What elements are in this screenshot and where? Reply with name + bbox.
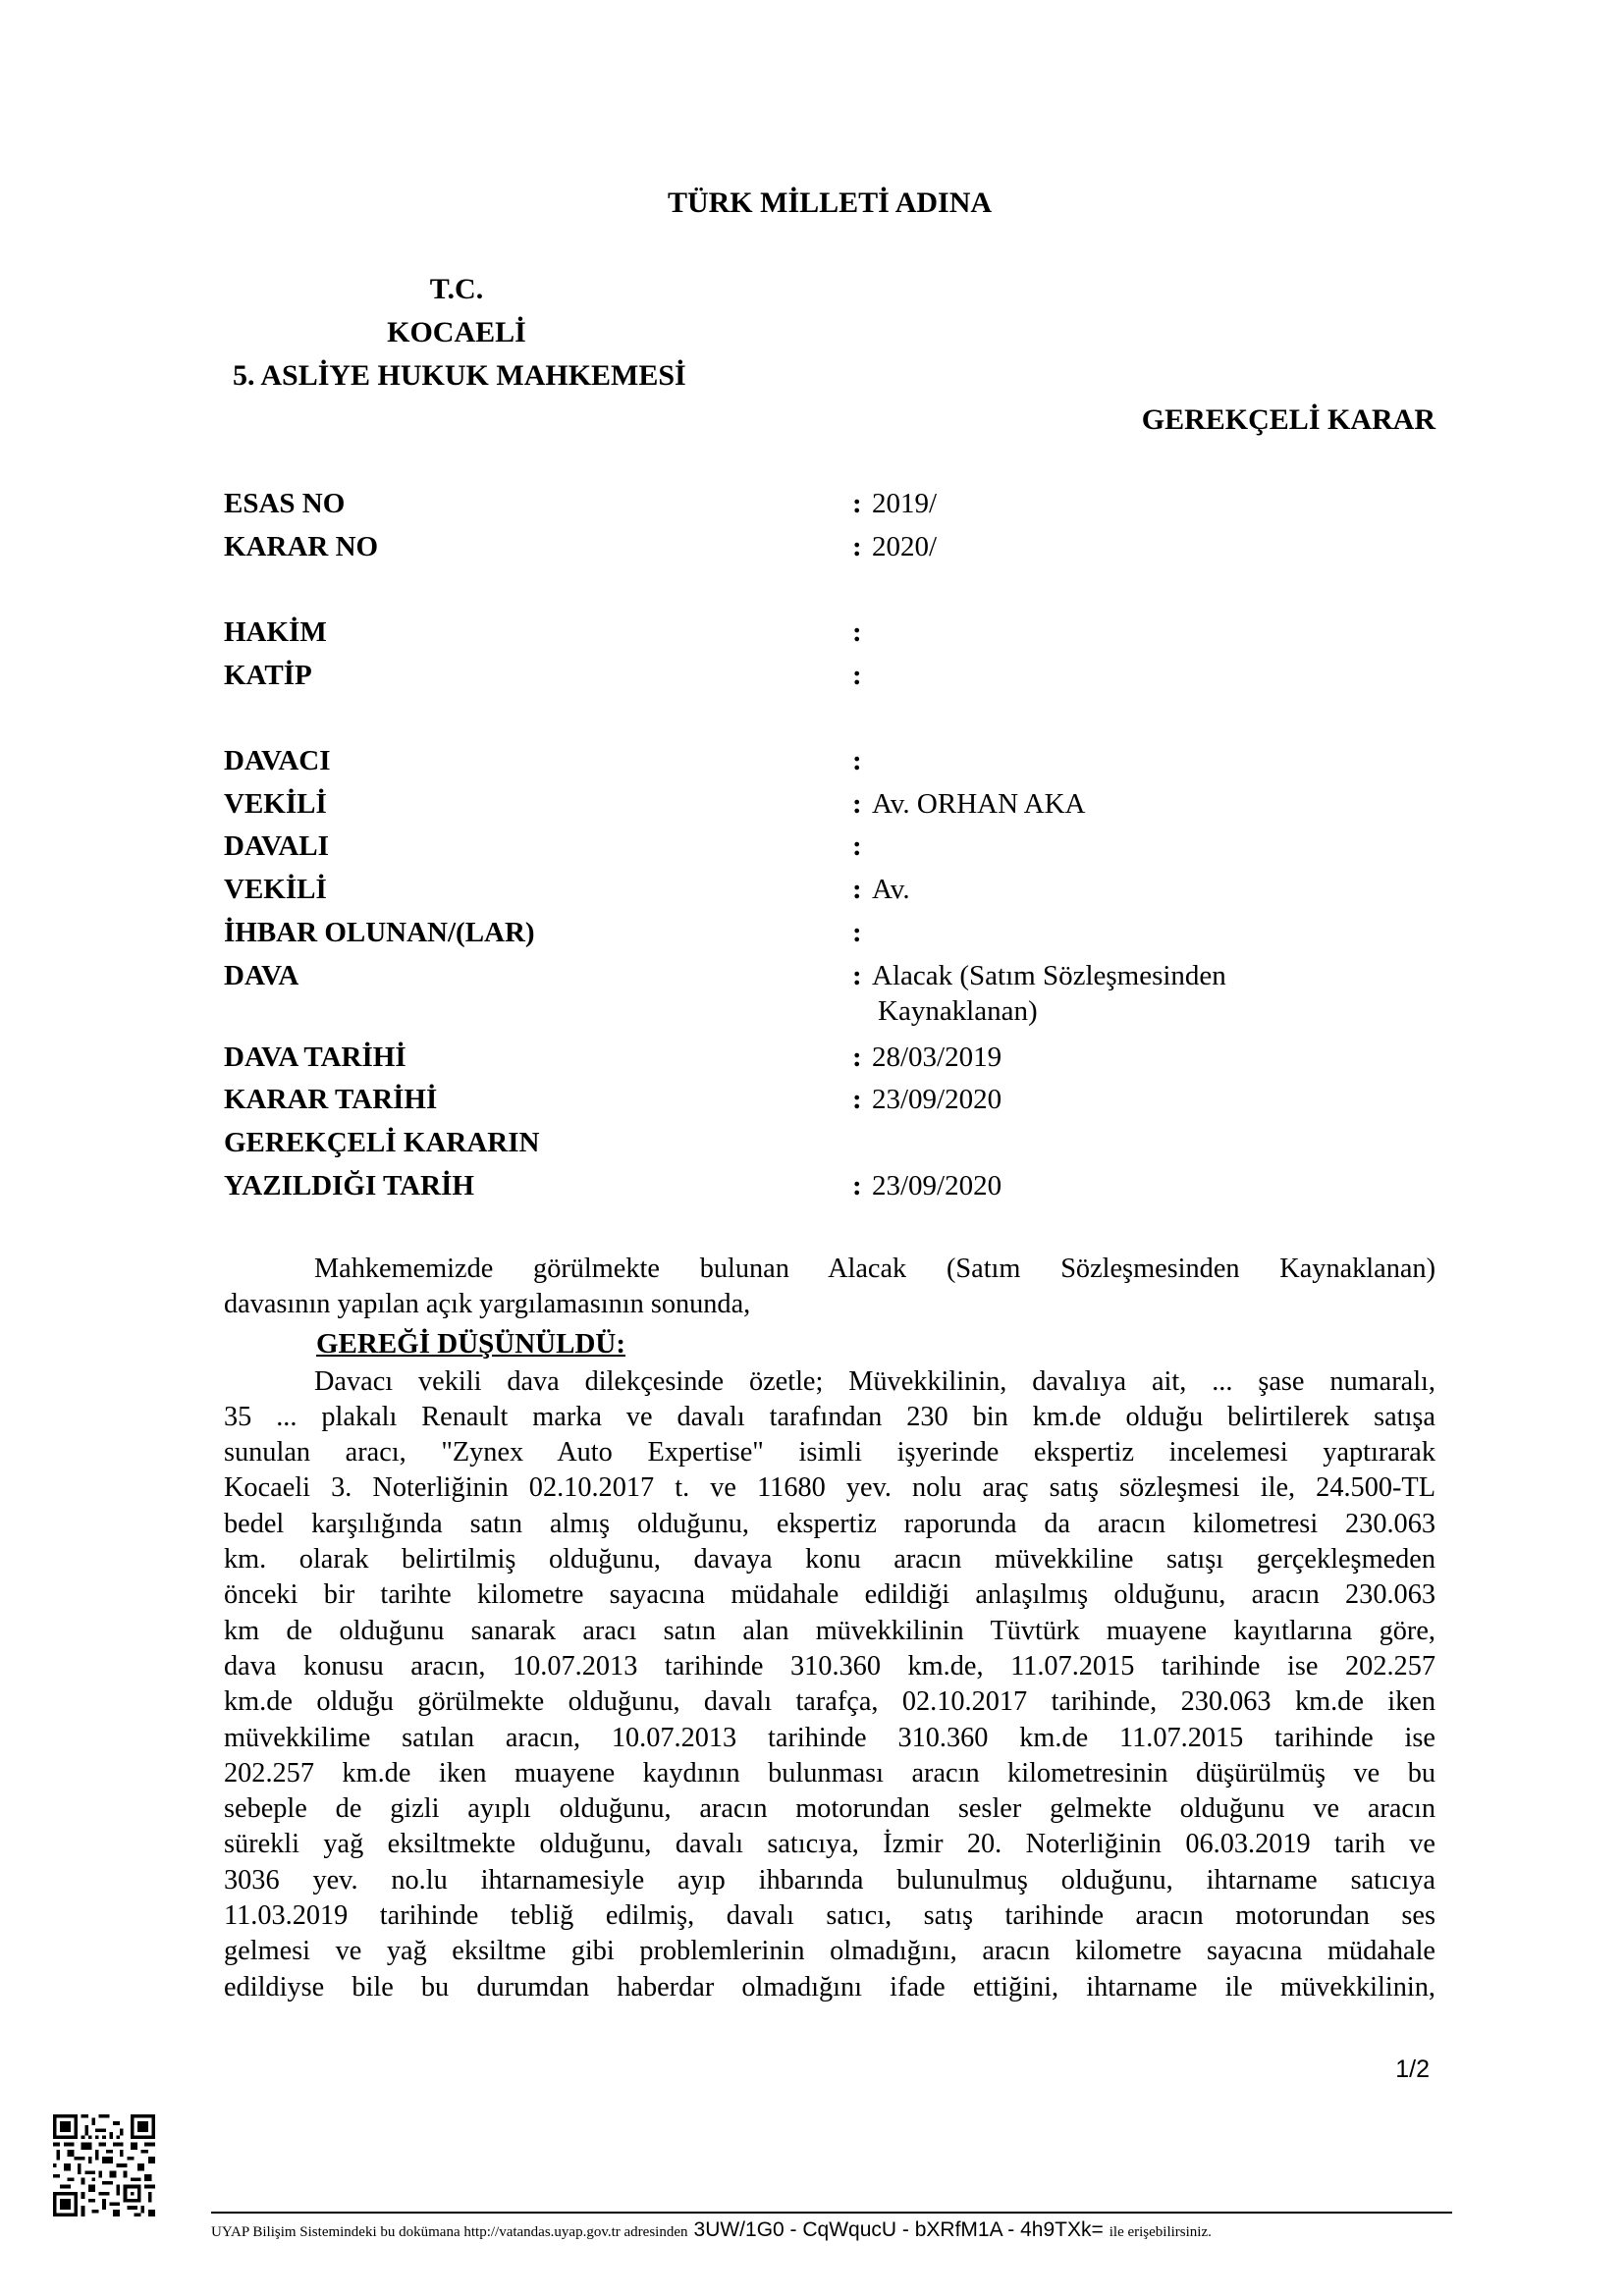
body-line: önceki bir tarihte kilometre sayacına müdahale edildiği anlaşılmış olduğunu, aracın 230.063	[224, 1579, 1435, 1611]
footer	[211, 2218, 1452, 2242]
field-label: KARAR TARİHİ	[224, 1084, 438, 1115]
field-gerekceli-kararin	[224, 1127, 1441, 1170]
intro-line: Mahkememizde görülmekte bulunan Alacak (Satım Sözleşmesinden Kaynaklanan)	[314, 1254, 1435, 1284]
body-line: km.de olduğu görülmekte olduğunu, davalı tarafça, 02.10.2017 tarihinde, 230.063 km.de iken	[224, 1686, 1435, 1718]
field-label: HAKİM	[224, 616, 327, 648]
field-colon: :	[852, 917, 862, 948]
field-value: 23/09/2020	[872, 1170, 1002, 1201]
city-label: KOCAELİ	[387, 316, 526, 348]
field-dava	[224, 960, 1441, 1039]
body-line: dava konusu aracın, 10.07.2013 tarihinde 310.360 km.de, 11.07.2015 tarihinde ise 202.257	[224, 1650, 1435, 1682]
field-davaci-vekili	[224, 788, 1441, 831]
body-line: 3036 yev. no.lu ihtarnamesiyle ayıp ihbarında bulunulmuş olduğunu, ihtarname satıcıya	[224, 1864, 1435, 1896]
body-line: sebeple de gizli ayıplı olduğunu, aracın motorundan sesler gelmekte olduğunu ve aracın	[224, 1793, 1435, 1825]
field-value: 28/03/2019	[872, 1041, 1002, 1073]
field-colon: :	[852, 488, 862, 519]
field-colon: :	[852, 745, 862, 776]
footer-divider	[211, 2212, 1452, 2214]
field-colon: :	[852, 616, 862, 648]
intro-line: davasının yapılan açık yargılamasının sonunda,	[224, 1289, 751, 1320]
body-line: sürekli yağ eksiltmekte olduğunu, davalı satıcıya, İzmir 20. Noterliğinin 06.03.2019 tarih ve	[224, 1829, 1435, 1860]
field-value: 23/09/2020	[872, 1084, 1002, 1115]
field-label: DAVACI	[224, 745, 331, 776]
field-value: 2020/	[872, 531, 938, 562]
verification-code: 3UW/1G0 - CqWqucU - bXRfM1A - 4h9TXk=	[693, 2218, 1104, 2241]
body-line: 35 ... plakalı Renault marka ve davalı tarafından 230 bin km.de olduğu belirtilerek satışa	[224, 1401, 1435, 1432]
document-heading: TÜRK MİLLETİ ADINA	[667, 187, 993, 219]
field-label: KATİP	[224, 660, 312, 691]
field-esas-no	[224, 488, 1441, 531]
field-colon: :	[852, 830, 862, 862]
field-colon: :	[852, 874, 862, 905]
court-name: 5. ASLİYE HUKUK MAHKEMESİ	[233, 359, 686, 392]
gereg-heading: GEREĞİ DÜŞÜNÜLDÜ:	[316, 1327, 626, 1360]
field-value: 2019/	[872, 488, 938, 519]
field-label: DAVA	[224, 960, 299, 991]
qr-code-icon	[53, 2114, 155, 2216]
field-davali-vekili	[224, 874, 1441, 917]
body-line: 11.03.2019 tarihinde tebliğ edilmiş, davalı satıcı, satış tarihinde aracın motorundan ses	[224, 1900, 1435, 1932]
field-colon: :	[852, 1170, 862, 1201]
field-label: YAZILDIĞI TARİH	[224, 1170, 474, 1201]
field-label: VEKİLİ	[224, 874, 327, 905]
tc-label: T.C.	[429, 273, 484, 305]
field-label: ESAS NO	[224, 488, 346, 519]
body-line: bedel karşılığında satın almış olduğunu, ekspertiz raporunda da aracın kilometresi 230.063	[224, 1508, 1435, 1539]
field-value: Alacak (Satım Sözleşmesinden	[872, 960, 1226, 991]
body-line: edildiyse bile bu durumdan haberdar olmadığını ifade ettiğini, ihtarname ile müvekkilinin,	[224, 1971, 1435, 2002]
page-number: 1/2	[1395, 2056, 1430, 2083]
field-colon: :	[852, 788, 862, 820]
document-type: GEREKÇELİ KARAR	[1141, 403, 1435, 436]
field-yazildigi-tarih	[224, 1170, 1441, 1213]
field-colon: :	[852, 1041, 862, 1073]
body-line: km de olduğunu sanarak aracı satın alan müvekkilinin Tüvtürk muayene kayıtlarına göre,	[224, 1615, 1435, 1646]
footer-prefix: UYAP Bilişim Sistemindeki bu dokümana http://vatandas.uyap.gov.tr adresinden	[211, 2224, 688, 2240]
body-line: sunulan aracı, "Zynex Auto Expertise" isimli işyerinde ekspertiz incelemesi yaptırarak	[224, 1437, 1435, 1468]
body-line: Davacı vekili dava dilekçesinde özetle; Müvekkilinin, davalıya ait, ... şase numaralı,	[314, 1365, 1435, 1397]
field-karar-tarihi	[224, 1084, 1441, 1127]
field-davaci	[224, 745, 1441, 788]
field-karar-no	[224, 531, 1441, 574]
body-line: Kocaeli 3. Noterliğinin 02.10.2017 t. ve 11680 yev. nolu araç satış sözleşmesi ile, 24.500-TL	[224, 1472, 1435, 1504]
field-davali	[224, 830, 1441, 874]
field-colon: :	[852, 1084, 862, 1115]
field-ihbar-olunan	[224, 917, 1441, 960]
field-colon: :	[852, 531, 862, 562]
field-hakim	[224, 616, 1441, 660]
field-value: Av. ORHAN AKA	[872, 788, 1086, 820]
field-label: DAVA TARİHİ	[224, 1041, 406, 1073]
body-line: km. olarak belirtilmiş olduğunu, davaya konu aracın müvekkiline satışı gerçekleşmeden	[224, 1544, 1435, 1575]
body-line: gelmesi ve yağ eksiltme gibi problemlerinin olmadığını, aracın kilometre sayacına müdahale	[224, 1936, 1435, 1967]
decision-body	[224, 1252, 1435, 2005]
field-label: GEREKÇELİ KARARIN	[224, 1127, 540, 1158]
field-label: KARAR NO	[224, 531, 379, 562]
field-label: DAVALI	[224, 830, 329, 862]
field-colon: :	[852, 960, 862, 991]
field-dava-tarihi	[224, 1041, 1441, 1085]
body-line: 202.257 km.de iken muayene kaydının bulunması aracın kilometresinin düşürülmüş ve bu	[224, 1757, 1435, 1789]
field-colon: :	[852, 660, 862, 691]
field-value: Av.	[872, 874, 910, 905]
field-katip	[224, 660, 1441, 703]
field-label: VEKİLİ	[224, 788, 327, 820]
footer-suffix: ile erişebilirsiniz.	[1109, 2224, 1212, 2240]
field-value-continued: Kaynaklanan)	[878, 995, 1038, 1027]
body-line: müvekkilime satılan aracın, 10.07.2013 tarihinde 310.360 km.de 11.07.2015 tarihinde ise	[224, 1722, 1435, 1753]
field-label: İHBAR OLUNAN/(LAR)	[224, 917, 535, 948]
